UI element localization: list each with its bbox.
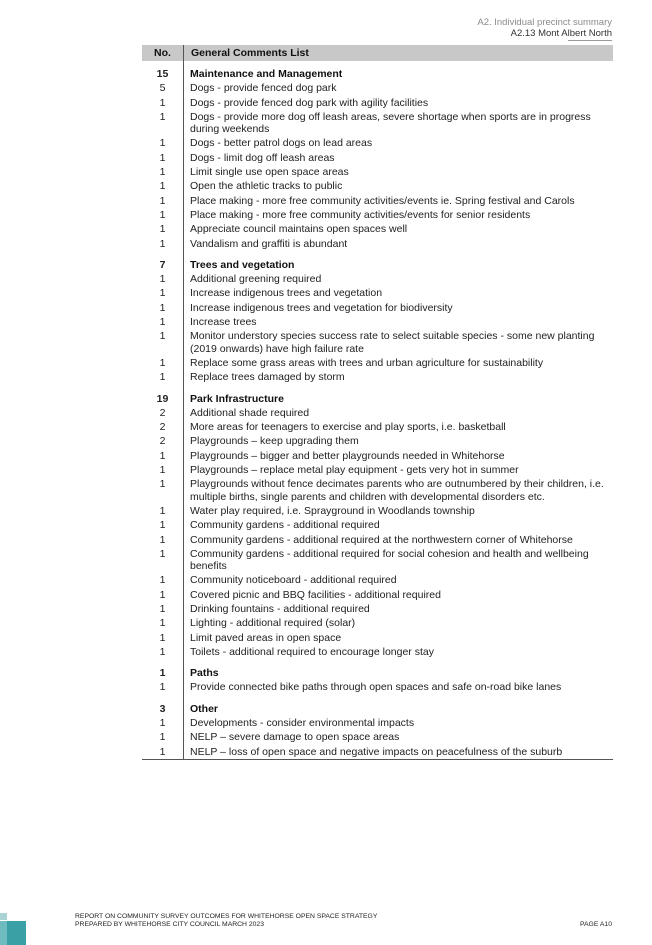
footer-line-2: PREPARED BY WHITEHORSE CITY COUNCIL MARCH 2023 [75,921,264,928]
comment-text: Limit single use open space areas [190,166,349,179]
comment-text: Monitor understory species success rate to select suitable species - some new planting (2019 onwards) have high failure rate [190,330,595,355]
comment-count: 1 [159,96,166,109]
table-row [142,547,613,574]
table-row [142,301,613,315]
table-row [142,329,613,356]
section-heading-row [142,258,613,272]
page-number: PAGE A10 [580,921,612,928]
comment-count: 1 [159,588,166,601]
section-gap [142,659,613,666]
header-section: A2. Individual precinct summary [477,17,612,28]
comment-count: 1 [159,519,166,532]
brand-square-dark [7,921,26,945]
section-title: Maintenance and Management [190,68,343,80]
comment-text: Lighting - additional required (solar) [190,617,356,630]
comment-count: 2 [159,421,166,434]
comment-text: Playgrounds – bigger and better playgrounds needed in Whitehorse [190,449,505,462]
comment-count: 1 [159,478,166,491]
comment-count: 1 [159,273,166,286]
comment-count: 1 [159,645,166,658]
section-gap [142,251,613,258]
table-row [142,533,613,547]
table-row [142,136,613,150]
table-row [142,463,613,477]
section-title: Park Infrastructure [190,392,284,405]
brand-square-mid [0,921,7,945]
table-row [142,616,613,630]
table-row [142,315,613,329]
comment-count: 1 [159,717,166,730]
comment-text: NELP – severe damage to open space areas [190,731,400,744]
comment-text: Vandalism and graffiti is abundant [190,237,348,250]
comment-count: 1 [159,574,166,587]
section-title: Trees and vegetation [190,258,295,271]
table-row [142,272,613,286]
comment-count: 1 [159,745,166,758]
section-gap [142,385,613,392]
comment-text: Community gardens - additional required at the northwestern corner of Whitehorse [190,533,573,546]
comment-text: Toilets - additional required to encourage longer stay [190,645,434,658]
comment-count: 1 [159,449,166,462]
table-row [142,81,613,95]
comment-text: Provide connected bike paths through open spaces and safe on-road bike lanes [190,681,562,694]
table-row [142,96,613,110]
comment-text: More areas for teenagers to exercise and play sports, i.e. basketball [190,421,506,434]
comment-text: Limit paved areas in open space [190,631,342,644]
table-row [142,356,613,370]
comment-count: 1 [159,166,166,179]
comment-text: Covered picnic and BBQ facilities - additional required [190,588,441,601]
section-title: Other [190,702,219,715]
comment-count: 1 [159,287,166,300]
comments-table [142,45,613,760]
section-count: 19 [156,392,169,405]
comment-text: Increase indigenous trees and vegetation for biodiversity [190,301,453,314]
comment-count: 1 [159,237,166,250]
comment-text: Dogs - limit dog off leash areas [190,151,335,164]
comment-text: Increase indigenous trees and vegetation [190,287,383,300]
comment-count: 1 [159,151,166,164]
table-row [142,477,613,504]
footer-line-1: REPORT ON COMMUNITY SURVEY OUTCOMES FOR WHITEHORSE OPEN SPACE STRATEGY [75,913,378,920]
section-count: 15 [156,68,169,80]
table-row [142,370,613,384]
section-count: 1 [159,667,166,680]
table-row [142,449,613,463]
comment-text: Place making - more free community activities/events ie. Spring festival and Carols [190,194,575,207]
table-row [142,208,613,222]
brand-square-light [0,913,7,920]
table-row [142,237,613,251]
comment-count: 1 [159,547,166,560]
section-heading-row [142,702,613,716]
comment-text: Community gardens - additional required [190,519,380,532]
comment-text: Dogs - better patrol dogs on lead areas [190,137,373,150]
comment-text: Drinking fountains - additional required [190,602,370,615]
comment-count: 1 [159,180,166,193]
comment-text: Increase trees [190,316,257,329]
table-row [142,631,613,645]
header-subsection: A2.13 Mont Albert North [510,28,612,39]
table-row [142,602,613,616]
section-heading-row [142,666,613,680]
column-header-comments: General Comments List [183,45,309,61]
comment-text: Playgrounds – keep upgrading them [190,435,359,448]
comment-count: 1 [159,371,166,384]
comment-text: Replace some grass areas with trees and urban agriculture for sustainability [190,356,544,369]
comment-text: Additional shade required [190,406,310,419]
section-heading-row [142,67,613,81]
comment-count: 1 [159,681,166,694]
comment-text: Community noticeboard - additional required [190,574,397,587]
table-row [142,518,613,532]
comment-text: Place making - more free community activities/events for senior residents [190,208,531,221]
comment-count: 1 [159,316,166,329]
comment-count: 5 [159,82,166,95]
table-row [142,745,613,759]
comment-count: 2 [159,435,166,448]
comment-text: Playgrounds – replace metal play equipment - gets very hot in summer [190,464,519,477]
section-count: 7 [159,258,166,271]
comment-count: 1 [159,731,166,744]
table-row [142,151,613,165]
comment-text: Additional greening required [190,273,322,286]
table-row [142,222,613,236]
comment-count: 1 [159,330,166,343]
comment-count: 1 [159,617,166,630]
table-row [142,716,613,730]
comment-count: 1 [159,631,166,644]
comment-count: 1 [159,208,166,221]
comment-text: Open the athletic tracks to public [190,180,343,193]
section-title: Paths [190,667,219,680]
table-row [142,179,613,193]
table-row [142,110,613,137]
table-row [142,573,613,587]
section-heading-row [142,392,613,406]
comment-text: Water play required, i.e. Sprayground in Woodlands township [190,504,475,517]
section-gap [142,695,613,702]
comment-count: 1 [159,301,166,314]
table-header [142,45,613,61]
comment-count: 1 [159,137,166,150]
comment-count: 1 [159,194,166,207]
comment-count: 1 [159,356,166,369]
column-header-no: No. [154,47,171,59]
header-rule [568,40,612,41]
table-row [142,194,613,208]
table-row [142,420,613,434]
comment-count: 1 [159,223,166,236]
table-row [142,504,613,518]
comment-text: Developments - consider environmental impacts [190,717,415,730]
table-row [142,434,613,448]
footer-text [75,913,377,929]
comment-text: Dogs - provide fenced dog park [190,82,337,95]
table-body [142,61,613,760]
table-row [142,165,613,179]
section-count: 3 [159,702,166,715]
table-row [142,645,613,659]
comment-text: Dogs - provide fenced dog park with agility facilities [190,96,429,109]
comment-text: Playgrounds without fence decimates parents who are outnumbered by their children, i.e. multiple births, single parents and children with developmental disorders etc. [190,478,604,503]
table-row [142,680,613,694]
comment-text: Replace trees damaged by storm [190,371,345,384]
comment-text: Dogs - provide more dog off leash areas, severe shortage when sports are in progress during weekends [190,110,591,136]
comment-count: 1 [159,533,166,546]
table-row [142,730,613,744]
comment-text: NELP – loss of open space and negative impacts on peacefulness of the suburb [190,745,563,758]
comment-count: 2 [159,406,166,419]
comment-text: Appreciate council maintains open spaces well [190,223,408,236]
comment-count: 1 [159,504,166,517]
table-row [142,406,613,420]
comment-count: 1 [159,110,166,123]
comment-count: 1 [159,602,166,615]
table-row [142,588,613,602]
table-row [142,286,613,300]
comment-count: 1 [159,464,166,477]
comment-text: Community gardens - additional required for social cohesion and health and wellbeing benefits [190,547,589,573]
